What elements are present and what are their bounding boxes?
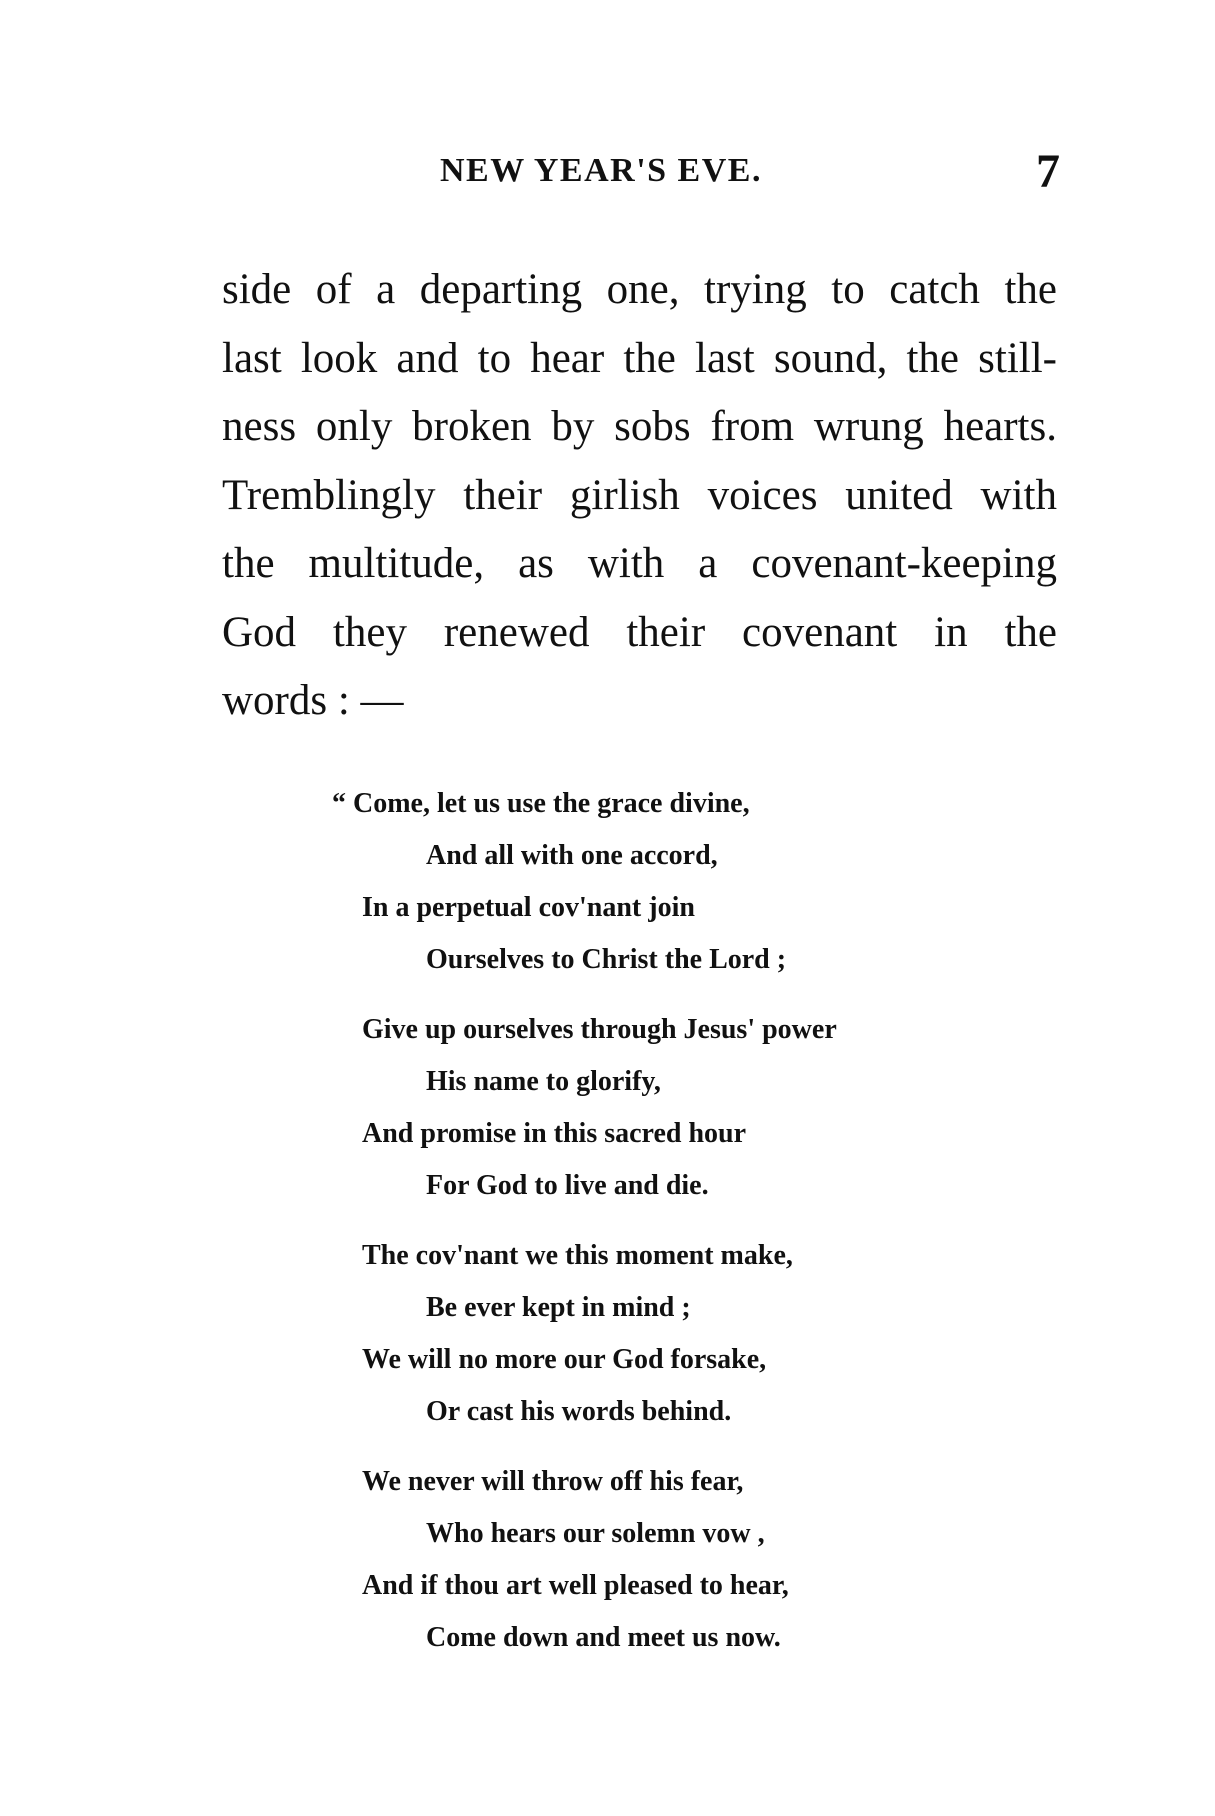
- hymn-stanza: [362, 1004, 962, 1212]
- hymn-line: For God to live and die.: [426, 1170, 709, 1201]
- prose-paragraph: [222, 256, 1057, 736]
- hymn-stanza: [332, 778, 962, 986]
- hymn-stanza: [362, 1230, 962, 1438]
- prose-line: God they renewed their covenant in the: [222, 608, 1057, 656]
- hymn-line: Give up ourselves through Jesus' power: [362, 1014, 837, 1045]
- hymn-line: Or cast his words behind.: [426, 1396, 732, 1427]
- hymn: [332, 778, 962, 1682]
- prose-line: words : —: [222, 677, 404, 724]
- prose-line: ness only broken by sobs from wrung hearts.: [222, 403, 1057, 450]
- hymn-line: And all with one accord,: [426, 840, 718, 871]
- hymn-line: Come down and meet us now.: [426, 1622, 781, 1653]
- hymn-line: His name to glorify,: [426, 1066, 661, 1097]
- hymn-line: We will no more our God forsake,: [362, 1344, 767, 1375]
- page-number: 7: [1036, 145, 1060, 198]
- prose-line: last look and to hear the last sound, the still-: [222, 334, 1057, 382]
- running-title: NEW YEAR'S EVE.: [440, 152, 762, 189]
- hymn-line: The cov'nant we this moment make,: [362, 1240, 793, 1271]
- prose-line: Tremblingly their girlish voices united with: [222, 471, 1057, 519]
- hymn-line: “ Come, let us use the grace divine,: [332, 788, 750, 819]
- hymn-line: Be ever kept in mind ;: [426, 1292, 691, 1323]
- hymn-line: In a perpetual cov'nant join: [362, 892, 695, 923]
- hymn-line: And if thou art well pleased to hear,: [362, 1570, 789, 1601]
- hymn-line: We never will throw off his fear,: [362, 1466, 744, 1497]
- hymn-line: Ourselves to Christ the Lord ;: [426, 944, 787, 975]
- hymn-line: Who hears our solemn vow ,: [426, 1518, 765, 1549]
- hymn-stanza: [362, 1456, 962, 1664]
- prose-line: side of a departing one, trying to catch the: [222, 266, 1057, 313]
- hymn-line: And promise in this sacred hour: [362, 1118, 747, 1149]
- running-head: [0, 145, 1215, 202]
- prose-line: the multitude, as with a covenant-keeping: [222, 540, 1057, 587]
